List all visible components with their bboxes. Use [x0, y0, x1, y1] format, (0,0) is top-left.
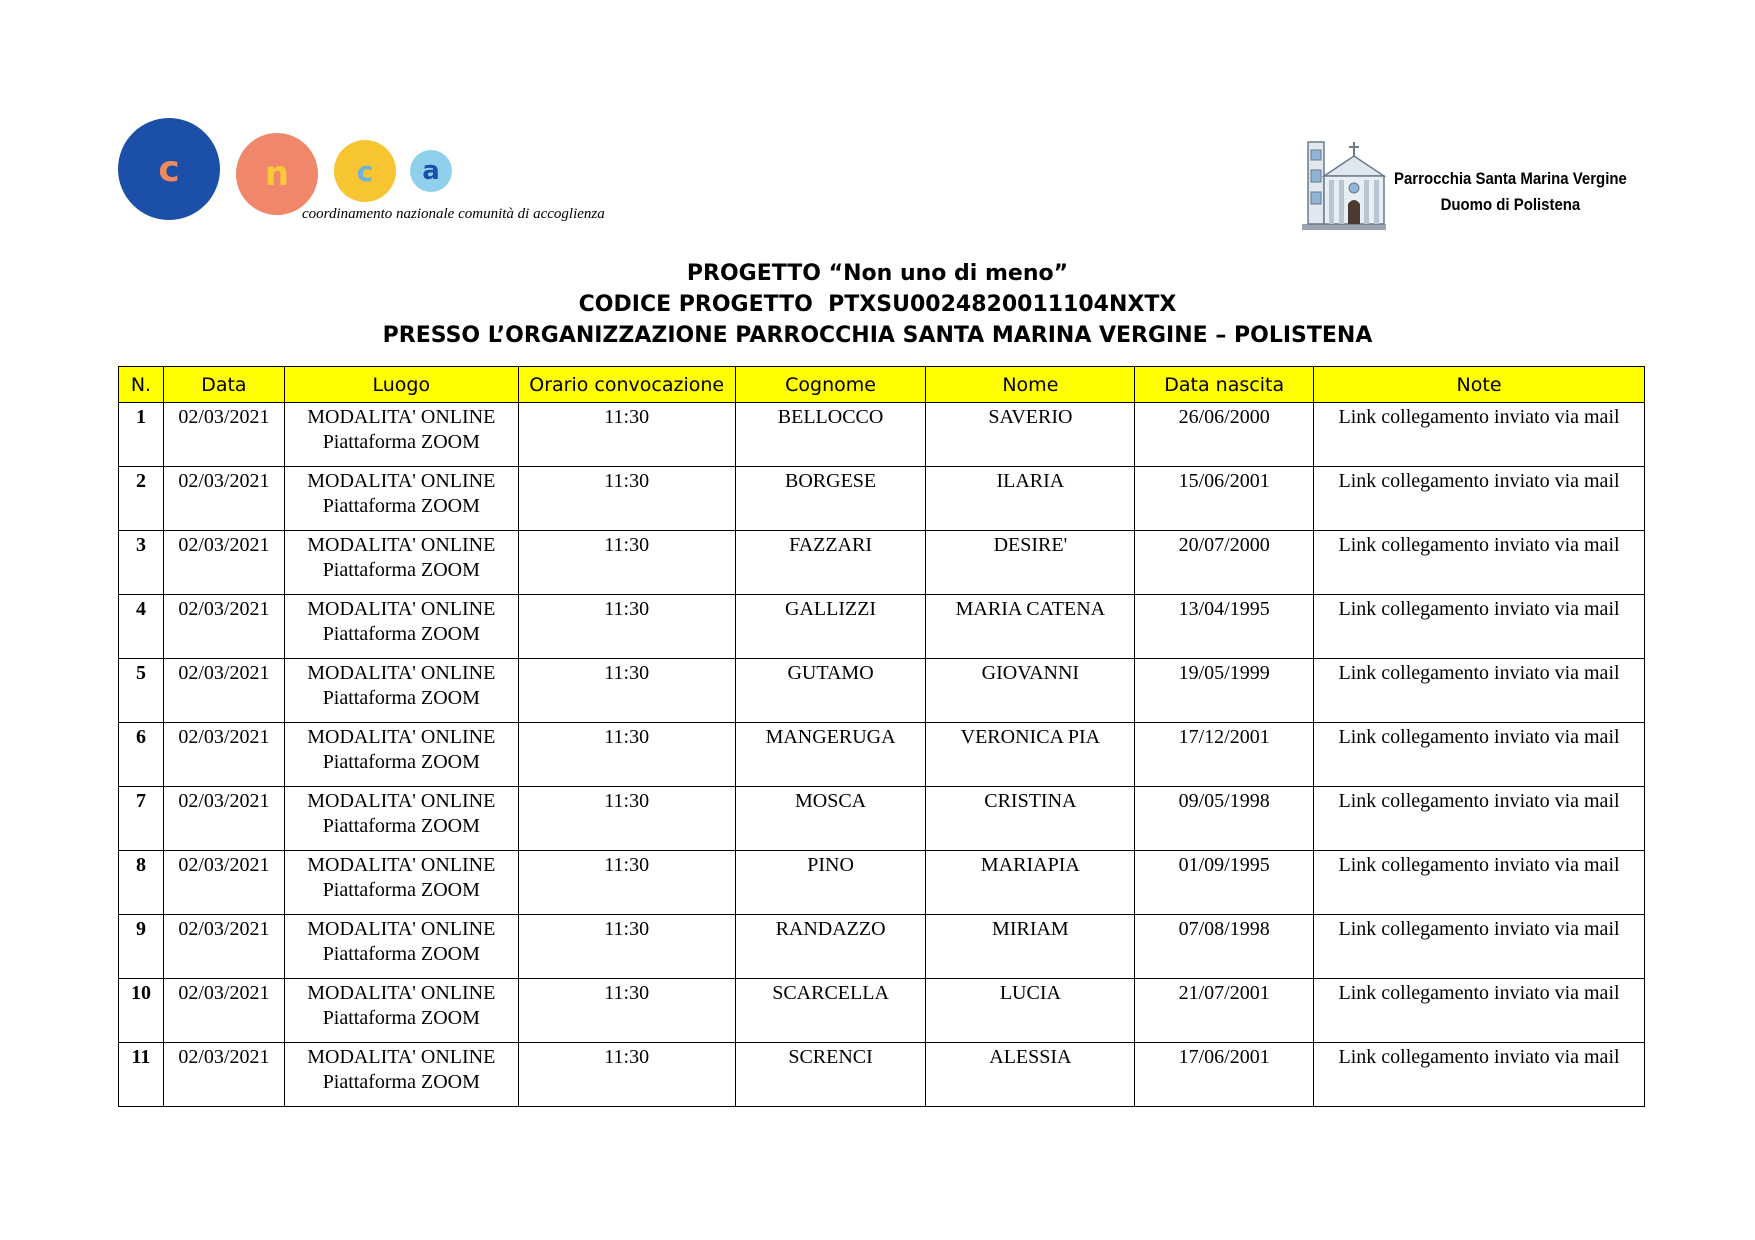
- cnca-logo-circle-a: a: [410, 150, 452, 192]
- cell-time: 11:30: [518, 595, 735, 659]
- cell-notes: Link collegamento inviato via mail: [1314, 979, 1645, 1043]
- cell-surname: PINO: [735, 851, 926, 915]
- cnca-logo-subtitle: coordinamento nazionale comunità di accoglienza: [302, 206, 605, 222]
- place-platform: Piattaforma ZOOM: [322, 623, 480, 645]
- table-row: [119, 1043, 1645, 1107]
- cell-notes: Link collegamento inviato via mail: [1314, 467, 1645, 531]
- cell-number: 11: [119, 1043, 164, 1107]
- place-mode: MODALITA' ONLINE: [307, 598, 496, 620]
- cell-date: 02/03/2021: [163, 915, 284, 979]
- document-heading: [0, 258, 1755, 351]
- cell-surname: MOSCA: [735, 787, 926, 851]
- cell-birthdate: 09/05/1998: [1135, 787, 1314, 851]
- cell-birthdate: 01/09/1995: [1135, 851, 1314, 915]
- table-row: [119, 851, 1645, 915]
- cell-notes: Link collegamento inviato via mail: [1314, 403, 1645, 467]
- cell-place: [284, 531, 518, 595]
- cell-number: 9: [119, 915, 164, 979]
- parish-name: [1394, 166, 1627, 218]
- table-row: [119, 467, 1645, 531]
- column-header-place: Luogo: [284, 367, 518, 403]
- church-icon: [1298, 136, 1388, 232]
- table-header-row: [119, 367, 1645, 403]
- cell-name: SAVERIO: [926, 403, 1135, 467]
- cell-surname: FAZZARI: [735, 531, 926, 595]
- cell-number: 6: [119, 723, 164, 787]
- cell-place: [284, 979, 518, 1043]
- cell-notes: Link collegamento inviato via mail: [1314, 851, 1645, 915]
- place-platform: Piattaforma ZOOM: [322, 943, 480, 965]
- cell-place: [284, 787, 518, 851]
- cell-time: 11:30: [518, 1043, 735, 1107]
- heading-project-title: PROGETTO “Non uno di meno”: [686, 261, 1069, 286]
- cell-surname: SCARCELLA: [735, 979, 926, 1043]
- table-row: [119, 915, 1645, 979]
- cell-date: 02/03/2021: [163, 467, 284, 531]
- place-platform: Piattaforma ZOOM: [322, 1007, 480, 1029]
- cell-time: 11:30: [518, 979, 735, 1043]
- cell-date: 02/03/2021: [163, 979, 284, 1043]
- cell-time: 11:30: [518, 851, 735, 915]
- table-row: [119, 659, 1645, 723]
- cell-date: 02/03/2021: [163, 595, 284, 659]
- cell-date: 02/03/2021: [163, 787, 284, 851]
- cell-name: DESIRE': [926, 531, 1135, 595]
- cell-name: GIOVANNI: [926, 659, 1135, 723]
- cell-notes: Link collegamento inviato via mail: [1314, 659, 1645, 723]
- cnca-logo-circle-c2: c: [334, 140, 396, 202]
- parish-line-1: Parrocchia Santa Marina Vergine: [1394, 169, 1627, 188]
- cnca-logo: [118, 118, 638, 228]
- cell-notes: Link collegamento inviato via mail: [1314, 723, 1645, 787]
- heading-project-code: CODICE PROGETTO PTXSU0024820011104NXTX: [578, 292, 1177, 317]
- table-row: [119, 979, 1645, 1043]
- place-mode: MODALITA' ONLINE: [307, 1046, 496, 1068]
- cell-place: [284, 595, 518, 659]
- cell-date: 02/03/2021: [163, 1043, 284, 1107]
- cell-surname: GUTAMO: [735, 659, 926, 723]
- place-platform: Piattaforma ZOOM: [322, 687, 480, 709]
- column-header-number: N.: [119, 367, 164, 403]
- cell-surname: MANGERUGA: [735, 723, 926, 787]
- place-platform: Piattaforma ZOOM: [322, 559, 480, 581]
- cell-date: 02/03/2021: [163, 403, 284, 467]
- place-mode: MODALITA' ONLINE: [307, 790, 496, 812]
- cell-birthdate: 26/06/2000: [1135, 403, 1314, 467]
- table-row: [119, 531, 1645, 595]
- cell-notes: Link collegamento inviato via mail: [1314, 915, 1645, 979]
- cell-number: 5: [119, 659, 164, 723]
- cell-place: [284, 659, 518, 723]
- parish-logo: [1298, 136, 1698, 236]
- cell-notes: Link collegamento inviato via mail: [1314, 1043, 1645, 1107]
- cnca-logo-circle-n: n: [236, 133, 318, 215]
- cnca-logo-circle-c: c: [118, 118, 220, 220]
- cell-surname: BELLOCCO: [735, 403, 926, 467]
- cell-notes: Link collegamento inviato via mail: [1314, 595, 1645, 659]
- cell-name: ILARIA: [926, 467, 1135, 531]
- cell-birthdate: 07/08/1998: [1135, 915, 1314, 979]
- cell-number: 1: [119, 403, 164, 467]
- cell-place: [284, 467, 518, 531]
- cell-number: 10: [119, 979, 164, 1043]
- cell-birthdate: 15/06/2001: [1135, 467, 1314, 531]
- cell-date: 02/03/2021: [163, 531, 284, 595]
- cell-name: CRISTINA: [926, 787, 1135, 851]
- cell-surname: RANDAZZO: [735, 915, 926, 979]
- column-header-surname: Cognome: [735, 367, 926, 403]
- table-row: [119, 723, 1645, 787]
- cell-number: 7: [119, 787, 164, 851]
- place-mode: MODALITA' ONLINE: [307, 662, 496, 684]
- place-platform: Piattaforma ZOOM: [322, 1071, 480, 1093]
- cell-time: 11:30: [518, 723, 735, 787]
- cell-date: 02/03/2021: [163, 659, 284, 723]
- cell-place: [284, 723, 518, 787]
- table-row: [119, 787, 1645, 851]
- cell-name: ALESSIA: [926, 1043, 1135, 1107]
- cell-time: 11:30: [518, 787, 735, 851]
- cell-date: 02/03/2021: [163, 851, 284, 915]
- cell-number: 8: [119, 851, 164, 915]
- place-mode: MODALITA' ONLINE: [307, 854, 496, 876]
- cell-place: [284, 851, 518, 915]
- place-platform: Piattaforma ZOOM: [322, 879, 480, 901]
- cell-number: 4: [119, 595, 164, 659]
- convocation-table: [118, 366, 1645, 1107]
- place-platform: Piattaforma ZOOM: [322, 751, 480, 773]
- cell-birthdate: 17/06/2001: [1135, 1043, 1314, 1107]
- cell-birthdate: 13/04/1995: [1135, 595, 1314, 659]
- cell-time: 11:30: [518, 467, 735, 531]
- cell-name: VERONICA PIA: [926, 723, 1135, 787]
- column-header-name: Nome: [926, 367, 1135, 403]
- cell-surname: BORGESE: [735, 467, 926, 531]
- cell-surname: GALLIZZI: [735, 595, 926, 659]
- table-row: [119, 403, 1645, 467]
- cell-number: 3: [119, 531, 164, 595]
- place-mode: MODALITA' ONLINE: [307, 726, 496, 748]
- cell-time: 11:30: [518, 659, 735, 723]
- cell-name: MARIAPIA: [926, 851, 1135, 915]
- place-mode: MODALITA' ONLINE: [307, 470, 496, 492]
- cell-place: [284, 403, 518, 467]
- column-header-notes: Note: [1314, 367, 1645, 403]
- place-mode: MODALITA' ONLINE: [307, 406, 496, 428]
- cell-date: 02/03/2021: [163, 723, 284, 787]
- cell-time: 11:30: [518, 403, 735, 467]
- place-mode: MODALITA' ONLINE: [307, 918, 496, 940]
- cell-name: LUCIA: [926, 979, 1135, 1043]
- column-header-birthdate: Data nascita: [1135, 367, 1314, 403]
- place-platform: Piattaforma ZOOM: [322, 815, 480, 837]
- cell-name: MARIA CATENA: [926, 595, 1135, 659]
- place-platform: Piattaforma ZOOM: [322, 431, 480, 453]
- cell-notes: Link collegamento inviato via mail: [1314, 531, 1645, 595]
- cell-birthdate: 17/12/2001: [1135, 723, 1314, 787]
- cell-time: 11:30: [518, 531, 735, 595]
- cell-place: [284, 915, 518, 979]
- column-header-time: Orario convocazione: [518, 367, 735, 403]
- cell-notes: Link collegamento inviato via mail: [1314, 787, 1645, 851]
- cell-surname: SCRENCI: [735, 1043, 926, 1107]
- table-row: [119, 595, 1645, 659]
- heading-organization: PRESSO L’ORGANIZZAZIONE PARROCCHIA SANTA MARINA VERGINE – POLISTENA: [382, 323, 1373, 348]
- place-platform: Piattaforma ZOOM: [322, 495, 480, 517]
- place-mode: MODALITA' ONLINE: [307, 982, 496, 1004]
- cell-name: MIRIAM: [926, 915, 1135, 979]
- cell-birthdate: 19/05/1999: [1135, 659, 1314, 723]
- parish-line-2: Duomo di Polistena: [1440, 195, 1581, 214]
- place-mode: MODALITA' ONLINE: [307, 534, 496, 556]
- cell-birthdate: 21/07/2001: [1135, 979, 1314, 1043]
- cell-place: [284, 1043, 518, 1107]
- cell-time: 11:30: [518, 915, 735, 979]
- cell-number: 2: [119, 467, 164, 531]
- cell-birthdate: 20/07/2000: [1135, 531, 1314, 595]
- column-header-date: Data: [163, 367, 284, 403]
